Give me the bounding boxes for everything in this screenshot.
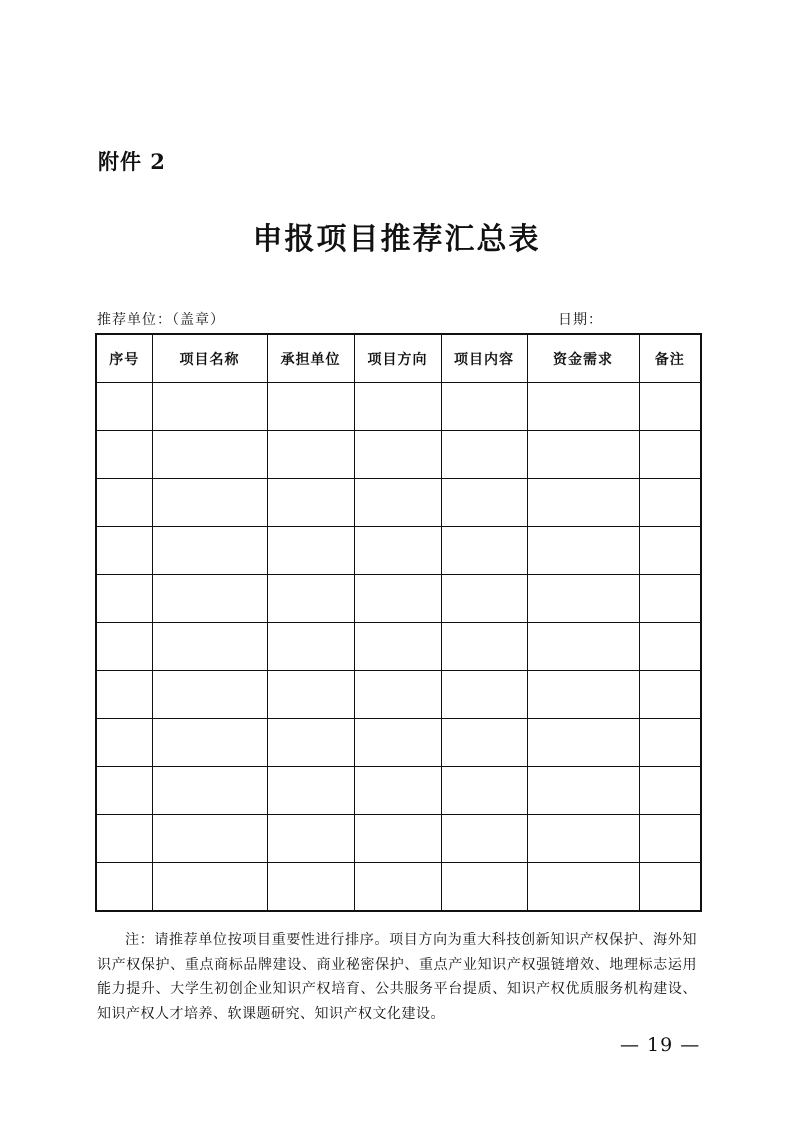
table-cell (152, 479, 267, 527)
table-cell (96, 575, 152, 623)
table-cell (354, 527, 441, 575)
table-cell (441, 767, 527, 815)
table-cell (96, 719, 152, 767)
header-project-name: 项目名称 (152, 334, 267, 383)
table-cell (152, 527, 267, 575)
table-cell (527, 575, 639, 623)
table-cell (96, 671, 152, 719)
header-project-direction: 项目方向 (354, 334, 441, 383)
header-remarks: 备注 (639, 334, 701, 383)
table-cell (354, 863, 441, 912)
table-cell (267, 431, 354, 479)
table-row (96, 815, 701, 863)
table-cell (267, 623, 354, 671)
table-cell (441, 719, 527, 767)
table-cell (441, 671, 527, 719)
table-cell (267, 815, 354, 863)
table-cell (96, 479, 152, 527)
table-row (96, 575, 701, 623)
header-project-content: 项目内容 (441, 334, 527, 383)
table-cell (527, 383, 639, 431)
table-cell (441, 623, 527, 671)
table-cell (96, 383, 152, 431)
table-cell (152, 671, 267, 719)
table-cell (441, 815, 527, 863)
table-cell (639, 767, 701, 815)
table-cell (152, 431, 267, 479)
table-cell (354, 479, 441, 527)
document-title: 申报项目推荐汇总表 (252, 222, 541, 257)
table-cell (96, 527, 152, 575)
table-cell (354, 767, 441, 815)
table-cell (267, 383, 354, 431)
table-row (96, 671, 701, 719)
table-row (96, 479, 701, 527)
date-label: 日期： (558, 312, 603, 328)
table-cell (152, 623, 267, 671)
table-cell (354, 575, 441, 623)
table-cell (354, 623, 441, 671)
table-cell (639, 719, 701, 767)
table-cell (441, 863, 527, 912)
table-cell (152, 767, 267, 815)
table-cell (354, 383, 441, 431)
table-cell (527, 815, 639, 863)
table-cell (96, 863, 152, 912)
header-serial-number: 序号 (96, 334, 152, 383)
table-cell (527, 527, 639, 575)
table-cell (639, 623, 701, 671)
table-cell (152, 863, 267, 912)
table-row (96, 863, 701, 912)
table-cell (267, 527, 354, 575)
table-cell (441, 431, 527, 479)
table-cell (639, 479, 701, 527)
table-cell (527, 863, 639, 912)
table-cell (639, 815, 701, 863)
table-cell (527, 671, 639, 719)
table-cell (267, 575, 354, 623)
table-cell (441, 383, 527, 431)
table-cell (96, 623, 152, 671)
recommending-unit-label: 推荐单位：（盖章） (97, 312, 225, 328)
table-cell (152, 383, 267, 431)
table-cell (354, 431, 441, 479)
table-cell (152, 719, 267, 767)
table-row (96, 383, 701, 431)
table-row (96, 719, 701, 767)
table-cell (441, 575, 527, 623)
table-cell (639, 527, 701, 575)
table-cell (267, 479, 354, 527)
table-cell (441, 479, 527, 527)
table-cell (639, 863, 701, 912)
table-cell (354, 671, 441, 719)
table-row (96, 623, 701, 671)
table-cell (354, 815, 441, 863)
table-cell (441, 527, 527, 575)
table-cell (527, 719, 639, 767)
table-cell (639, 431, 701, 479)
summary-table (95, 333, 702, 912)
table-cell (354, 719, 441, 767)
table-cell (527, 479, 639, 527)
table-cell (96, 815, 152, 863)
table-cell (267, 767, 354, 815)
header-funding-requirement: 资金需求 (527, 334, 639, 383)
table-cell (267, 719, 354, 767)
table-cell (527, 767, 639, 815)
table-cell (96, 431, 152, 479)
table-row (96, 767, 701, 815)
table-row (96, 431, 701, 479)
table-cell (639, 575, 701, 623)
table-cell (267, 671, 354, 719)
table-cell (267, 863, 354, 912)
table-header-row (96, 334, 701, 383)
table-cell (639, 383, 701, 431)
page-number: — 19 — (620, 1034, 701, 1056)
header-undertaking-unit: 承担单位 (267, 334, 354, 383)
attachment-label: 附件 2 (98, 149, 166, 174)
table-cell (152, 575, 267, 623)
table-row (96, 527, 701, 575)
table-cell (96, 767, 152, 815)
table-cell (527, 623, 639, 671)
table-cell (527, 431, 639, 479)
note-text: 注：请推荐单位按项目重要性进行排序。项目方向为重大科技创新知识产权保护、海外知识产权保护、重点商标品牌建设、商业秘密保护、重点产业知识产权强链增效、地理标志运用能力提升、大学生初创企业知识产权培育、公共服务平台提质、知识产权优质服务机构建设、知识产权人才培养、软课题研究、知识产权文化建设。 (97, 932, 697, 1022)
table-cell (639, 671, 701, 719)
table-body (96, 383, 701, 912)
table-cell (152, 815, 267, 863)
